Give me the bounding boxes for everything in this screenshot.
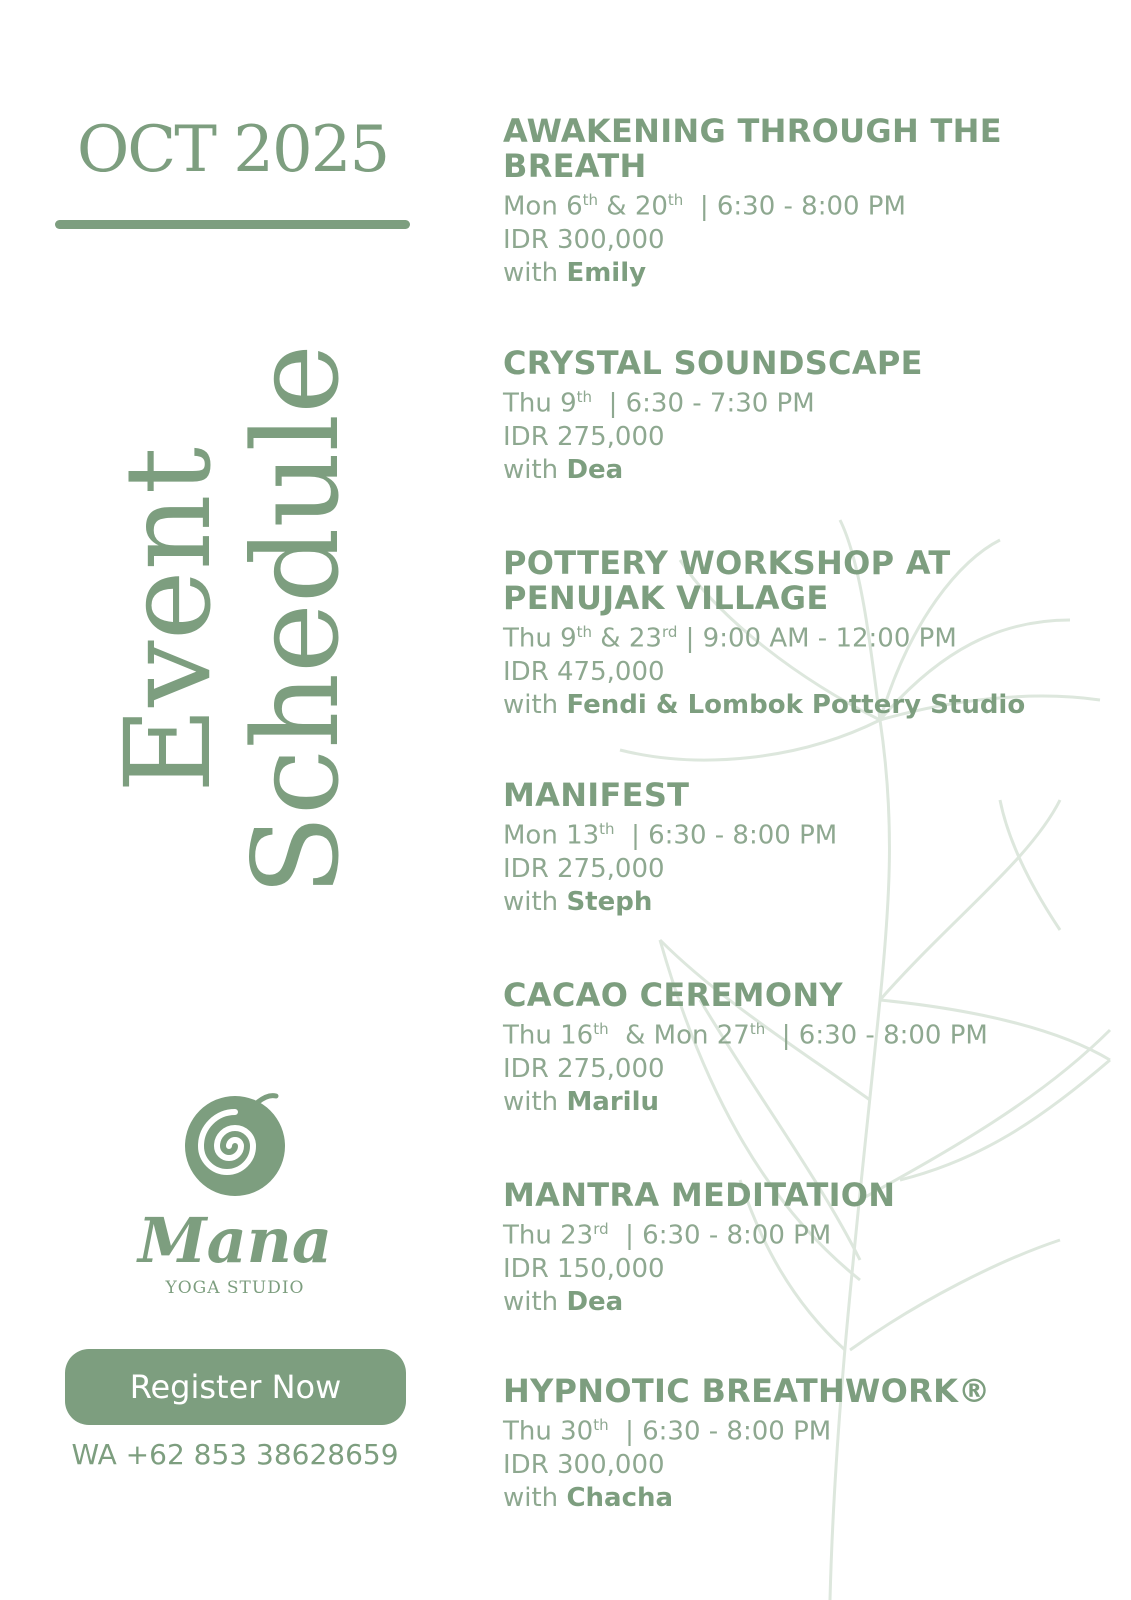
event-title: AWAKENING THROUGH THE BREATH [503,112,1002,185]
event-item [503,778,1083,919]
event-item [503,1374,1083,1515]
event-title: POTTERY WORKSHOP AT PENUJAK VILLAGE [503,544,951,617]
brand-name: Mana [137,1204,333,1277]
event-title: CRYSTAL SOUNDSCAPE [503,344,923,382]
studio-logo [120,1088,350,1298]
title-line-2: Schedule [227,344,365,896]
event-date: Mon 6th & 20th | 6:30 - 8:00 PM [503,191,906,222]
month-heading: OCT 2025 [76,113,389,187]
event-host-line [503,1286,1083,1319]
event-host-line [503,1482,1083,1515]
host-prefix: with [503,689,567,720]
event-price: IDR 275,000 [503,1053,665,1084]
host-prefix: with [503,454,567,485]
event-host: Emily [566,257,647,288]
event-host-line [503,257,1083,290]
event-host: Steph [566,886,653,917]
event-date: Thu 16th & Mon 27th | 6:30 - 8:00 PM [503,1020,988,1051]
event-host: Chacha [566,1482,674,1513]
event-price: IDR 275,000 [503,421,665,452]
event-price: IDR 275,000 [503,853,665,884]
whatsapp-contact[interactable]: WA +62 853 38628659 [71,1438,399,1471]
event-host: Marilu [566,1086,660,1117]
host-prefix: with [503,1482,567,1513]
event-price: IDR 300,000 [503,224,665,255]
spiral-icon [180,1088,290,1198]
event-date: Thu 9th & 23rd | 9:00 AM - 12:00 PM [503,623,957,654]
event-host: Dea [566,1286,624,1317]
host-prefix: with [503,257,567,288]
event-host-line [503,886,1083,919]
event-price: IDR 475,000 [503,656,665,687]
event-host-line [503,1086,1083,1119]
event-item [503,546,1083,722]
event-title: MANTRA MEDITATION [503,1176,896,1214]
event-date: Mon 13th | 6:30 - 8:00 PM [503,820,838,851]
event-host-line [503,454,1083,487]
event-item [503,114,1083,290]
event-item [503,1178,1083,1319]
event-host: Dea [566,454,624,485]
event-item [503,978,1083,1119]
host-prefix: with [503,886,567,917]
host-prefix: with [503,1286,567,1317]
event-host: Fendi & Lombok Pottery Studio [566,689,1026,720]
event-price: IDR 150,000 [503,1253,665,1284]
event-date: Thu 23rd | 6:30 - 8:00 PM [503,1220,832,1251]
event-item [503,346,1083,487]
event-price: IDR 300,000 [503,1449,665,1480]
month-divider [55,220,410,229]
event-title: CACAO CEREMONY [503,976,843,1014]
event-date: Thu 30th | 6:30 - 8:00 PM [503,1416,832,1447]
event-schedule-title [99,344,365,896]
event-date: Thu 9th | 6:30 - 7:30 PM [503,388,815,419]
event-title: MANIFEST [503,776,690,814]
brand-subtitle: YOGA STUDIO [165,1278,305,1298]
title-line-1: Event [99,446,237,794]
host-prefix: with [503,1086,567,1117]
event-title: HYPNOTIC BREATHWORK® [503,1372,991,1410]
register-button[interactable]: Register Now [65,1349,406,1425]
event-host-line [503,689,1083,722]
